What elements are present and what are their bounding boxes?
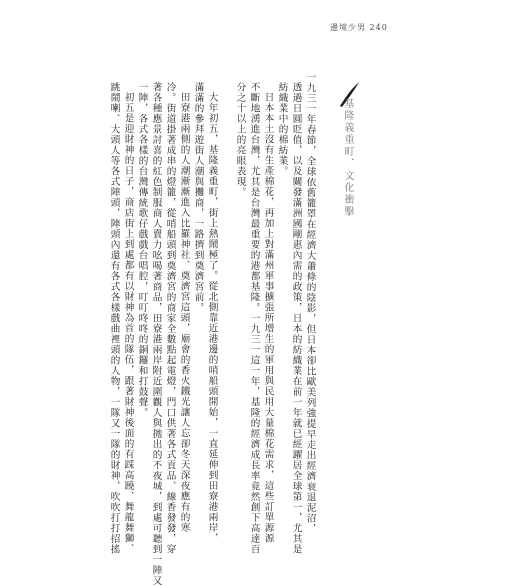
body-column: 透過日圓貶值，以及關發滿洲國剛惠內需的政策，日本的紡織業在前一年就已經躍居全球第一，尤其是 — [290, 82, 302, 555]
body-column: 初五是迎財神的日子，商店街上到處都有以財神為首的隊伍，跟著財神後面的有踩高蹺、舞龍舞獅、 — [122, 92, 134, 554]
body-column: 滿滿的參拜遊街人潮與攤商，一路擠到奠濟宮前。 — [192, 82, 204, 313]
body-column: 分之十以上的亮眼表現。 — [234, 82, 246, 198]
body-column: 著各種應景討喜的紅色制服商人賣力吆喝著商品，田寮港兩岸附近圍觀人與拋出的不夜城，到處可聽到一陣又 — [150, 82, 162, 586]
body-column: 跳鬧喇、大頭人等各式陣頭，陣頭內還有各式各樣戲曲裡頭的人物，一隊又一隊的財神，吹吹打打招搖 — [108, 82, 120, 555]
running-head: 邊境少男 240 — [330, 23, 388, 32]
body-column: 一陣，各式各樣的台灣傳統歌仔戲戲台唱腔，叮叮咚咚的銅鑼和打鼓聲。 — [136, 82, 148, 418]
body-column: 冷。街道掛著成串的燈籠，從哨船頭到奠濟宮的商家全數點起電燈，門口供著各式貢品、線香發發，穿 — [164, 82, 176, 555]
body-column: 大年初五，基隆義重町，街上熱鬧極了。從北側靠近港邊的哨船頭開始，一直延伸到田寮港兩岸， — [206, 92, 218, 544]
body-column: 日本本土沒有生產棉花，再加上對滿州軍事擴張所增生的軍用與民用大量棉花需求，這些訂單源源 — [262, 92, 274, 544]
body-column: 田寮港兩側的人潮漸漸進入比羅神社、奠濟宮這頭，廟會的香火鐵光讓人忘卻冬天深夜應有的寒 — [178, 92, 190, 533]
body-column: 不斷地湧進台灣，尤其是台灣最重要的港都基隆。一九三一這一年，基隆的經濟成長率竟然創下高達百 — [248, 82, 260, 555]
body-column: 一九三一年春節，全球依舊籠罩在經濟大蕭條的陰影，但日本卻比歐美列強提早走出經濟衰退泥沼， — [304, 72, 316, 534]
body-column: 紡織業中的棉紡業。 — [276, 82, 288, 177]
section-title: 基隆義重町．文化衝擊 — [342, 98, 353, 218]
